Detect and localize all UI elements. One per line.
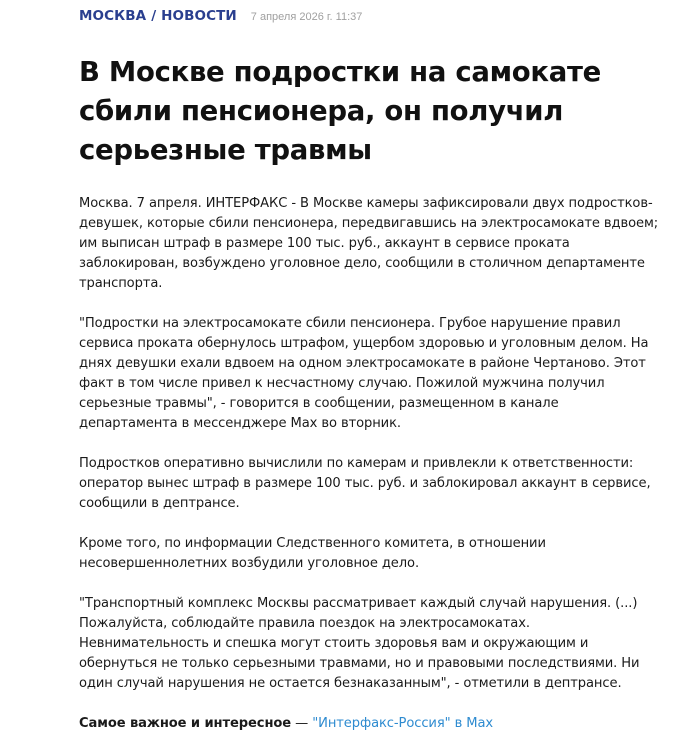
article-paragraph: Подростков оперативно вычислили по камерам и привлекли к ответственности: оператор вынес штраф в размере 100 тыс. руб. и заблокировал аккаунт в сервисе, сообщили в дептрансе. bbox=[79, 456, 651, 511]
channel-link[interactable]: "Интерфакс-Россия" в Max bbox=[312, 716, 494, 731]
article-paragraph: "Транспортный комплекс Москвы рассматривает каждый случай нарушения. (...) Пожалуйста, соблюдайте правила поездок на электросамокатах. Невнимательность и спешка могут стоить здоровья вам и окружающим и обернуться не только серьезными травмами, но и правовыми последствиями. Ни один случай нарушения не остается безнаказанным", - отметили в дептрансе. bbox=[79, 596, 640, 691]
article-body bbox=[79, 194, 659, 694]
article-paragraph: Москва. 7 апреля. ИНТЕРФАКС - В Москве камеры зафиксировали двух подростков-девушек, которые сбили пенсионера, передвигавшись на электросамокате вдвоем; им выписан штраф в размере 100 тыс. руб., аккаунт в сервисе проката заблокирован, возбуждено уголовное дело, сообщили в столичном департаменте транспорта. bbox=[79, 196, 659, 291]
article-title: В Москве подростки на самокате сбили пенсионера, он получил серьезные травмы bbox=[79, 56, 601, 166]
article-header bbox=[79, 8, 659, 28]
article-paragraph: Кроме того, по информации Следственного комитета, в отношении несовершеннолетних возбудили уголовное дело. bbox=[79, 536, 546, 571]
article-footer bbox=[79, 714, 659, 734]
publish-date: 7 апреля 2026 г. 11:37 bbox=[250, 11, 363, 23]
rubric-city-link[interactable]: МОСКВА bbox=[79, 8, 147, 24]
footer-dash: — bbox=[291, 716, 313, 731]
article bbox=[79, 0, 659, 734]
footer-lead-text: Самое важное и интересное bbox=[79, 716, 292, 731]
rubric-section-link[interactable]: НОВОСТИ bbox=[161, 8, 237, 24]
article-paragraph: "Подростки на электросамокате сбили пенсионера. Грубое нарушение правил сервиса проката обернулось штрафом, ущербом здоровью и уголовным делом. На днях девушки ехали вдвоем на одном электросамокате в районе Чертаново. Этот факт в том числе привел к несчастному случаю. Пожилой мужчина получил серьезные травмы", - говорится в сообщении, размещенном в канале департамента в мессенджере Max во вторник. bbox=[79, 316, 649, 431]
rubric-separator: / bbox=[151, 8, 157, 24]
